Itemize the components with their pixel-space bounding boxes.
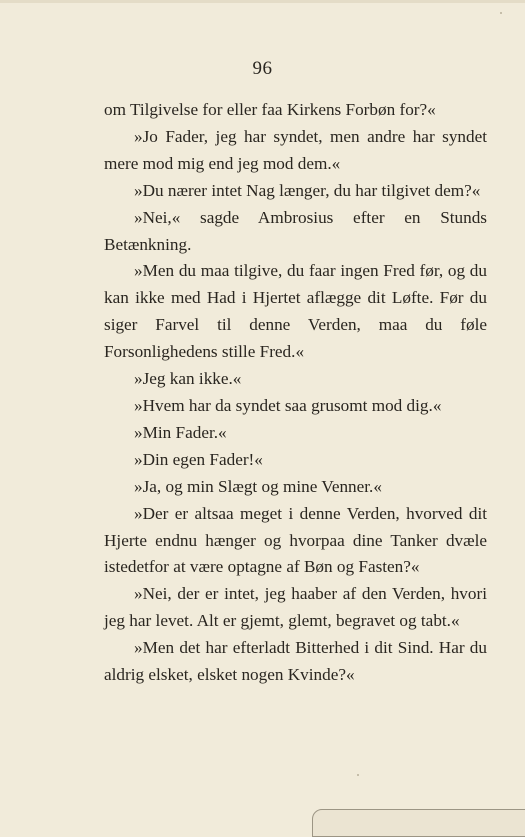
page-corner-fold: [312, 809, 525, 837]
paragraph: »Din egen Fader!«: [134, 449, 263, 469]
paragraph: »Nei, der er intet, jeg haaber af den Verden, hvori jeg har levet. Alt er gjemt, glemt, begravet og tabt.«: [104, 584, 487, 631]
paragraph: »Jeg kan ikke.«: [134, 369, 242, 389]
body-text: [104, 97, 487, 689]
paragraph: »Der er altsaa meget i denne Verden, hvorved dit Hjerte endnu hænger og hvorpaa dine Tanker dvæle istedetfor at være optagne af Bøn og Fasten?«: [104, 503, 487, 577]
paragraph: om Tilgivelse for eller faa Kirkens Forbøn for?«: [104, 100, 436, 119]
paragraph: »Men du maa tilgive, du faar ingen Fred før, og du kan ikke med Had i Hjertet aflægge dit Løfte. Før du siger Farvel til denne Verden, maa du føle Forsonlighedens stille Fred.«: [104, 261, 487, 362]
paragraph: »Du nærer intet Nag længer, du har tilgivet dem?«: [134, 180, 481, 200]
page-number: 96: [252, 58, 273, 79]
paragraph: »Men det har efterladt Bitterhed i dit Sind. Har du aldrig elsket, elsket nogen Kvinde?«: [104, 638, 487, 685]
paragraph: »Nei,« sagde Ambrosius efter en Stunds Betænkning.: [104, 207, 487, 254]
paper-speck: [357, 774, 359, 776]
paragraph: »Hvem har da syndet saa grusomt mod dig.«: [134, 395, 442, 415]
paragraph: »Jo Fader, jeg har syndet, men andre har syndet mere mod mig end jeg mod dem.«: [104, 126, 487, 173]
paper-speck: [500, 12, 502, 14]
page-top-edge: [0, 0, 525, 3]
paragraph: »Min Fader.«: [134, 422, 227, 442]
paragraph: »Ja, og min Slægt og mine Venner.«: [134, 476, 382, 496]
